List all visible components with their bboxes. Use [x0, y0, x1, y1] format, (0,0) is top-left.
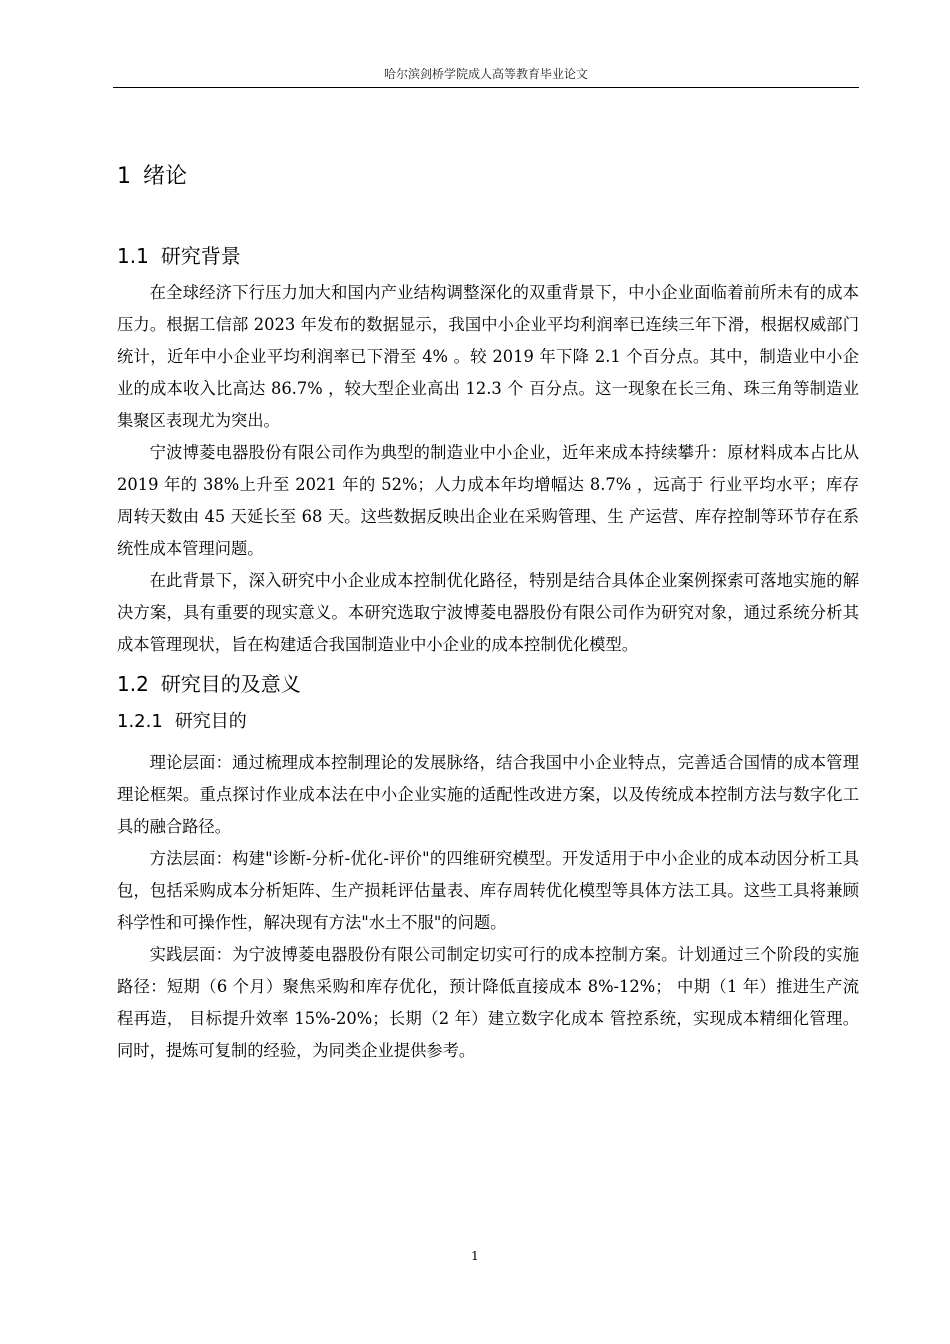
section-title: 研究目的及意义	[160, 672, 301, 696]
chapter-number: 1	[117, 164, 131, 189]
paragraph: 宁波博菱电器股份有限公司作为典型的制造业中小企业，近年来成本持续攀升：原材料成本占比从 2019 年的 38%上升至 2021 年的 52%；人力成本年均增幅达 8.7% ，远高于 行业平均水平；库存周转天数由 45 天延长至 68 天。这些数据反映出企业在采购管理、生 产运营、库存控制等环节存在系统性成本管理问题。	[117, 443, 859, 558]
paragraph: 理论层面：通过梳理成本控制理论的发展脉络，结合我国中小企业特点，完善适合国情的成本管理理论框架。重点探讨作业成本法在中小企业实施的适配性改进方案，以及传统成本控制方法与数字化工具的融合路径。	[117, 753, 859, 836]
section-number: 1.2	[117, 672, 149, 696]
running-header: 哈尔滨剑桥学院成人高等教育毕业论文	[383, 67, 588, 81]
paragraph: 在全球经济下行压力加大和国内产业结构调整深化的双重背景下，中小企业面临着前所未有的成本压力。根据工信部 2023 年发布的数据显示，我国中小企业平均利润率已连续三年下滑，根据权威部门统计，近年中小企业平均利润率已下滑至 4% 。较 2019 年下降 2.1 个百分点。其中，制造业中小企业的成本收入比高达 86.7% ，较大型企业高出 12.3 个 百分点。这一现象在长三角、珠三角等制造业集聚区表现尤为突出。	[117, 283, 859, 430]
paragraph: 在此背景下，深入研究中小企业成本控制优化路径，特别是结合具体企业案例探索可落地实施的解决方案，具有重要的现实意义。本研究选取宁波博菱电器股份有限公司作为研究对象，通过系统分析其成本管理现状，旨在构建适合我国制造业中小企业的成本控制优化模型。	[117, 571, 859, 654]
paragraph: 实践层面：为宁波博菱电器股份有限公司制定切实可行的成本控制方案。计划通过三个阶段的实施路径：短期（6 个月）聚焦采购和库存优化，预计降低直接成本 8%-12%； 中期（1 年）推进生产流程再造， 目标提升效率 15%-20%；长期（2 年）建立数字化成本 管控系统，实现成本精细化管理。同时，提炼可复制的经验，为同类企业提供参考。	[117, 945, 859, 1060]
header-rule	[113, 87, 859, 88]
page-content	[117, 157, 859, 1067]
subsection-heading-1-2-1	[117, 707, 859, 737]
section-heading-1-1	[117, 239, 859, 273]
section-title: 研究背景	[160, 244, 241, 268]
section-heading-1-2	[117, 667, 859, 701]
paragraph: 方法层面：构建"诊断-分析-优化-评价"的四维研究模型。开发适用于中小企业的成本动因分析工具包，包括采购成本分析矩阵、生产损耗评估量表、库存周转优化模型等具体方法工具。这些工具将兼顾科学性和可操作性，解决现有方法"水土不服"的问题。	[117, 849, 859, 932]
subsection-title: 研究目的	[174, 711, 247, 732]
subsection-number: 1.2.1	[117, 711, 163, 732]
chapter-heading	[117, 157, 859, 197]
chapter-title: 绪论	[143, 164, 188, 189]
section-number: 1.1	[117, 244, 149, 268]
page-number: 1	[471, 1249, 479, 1263]
